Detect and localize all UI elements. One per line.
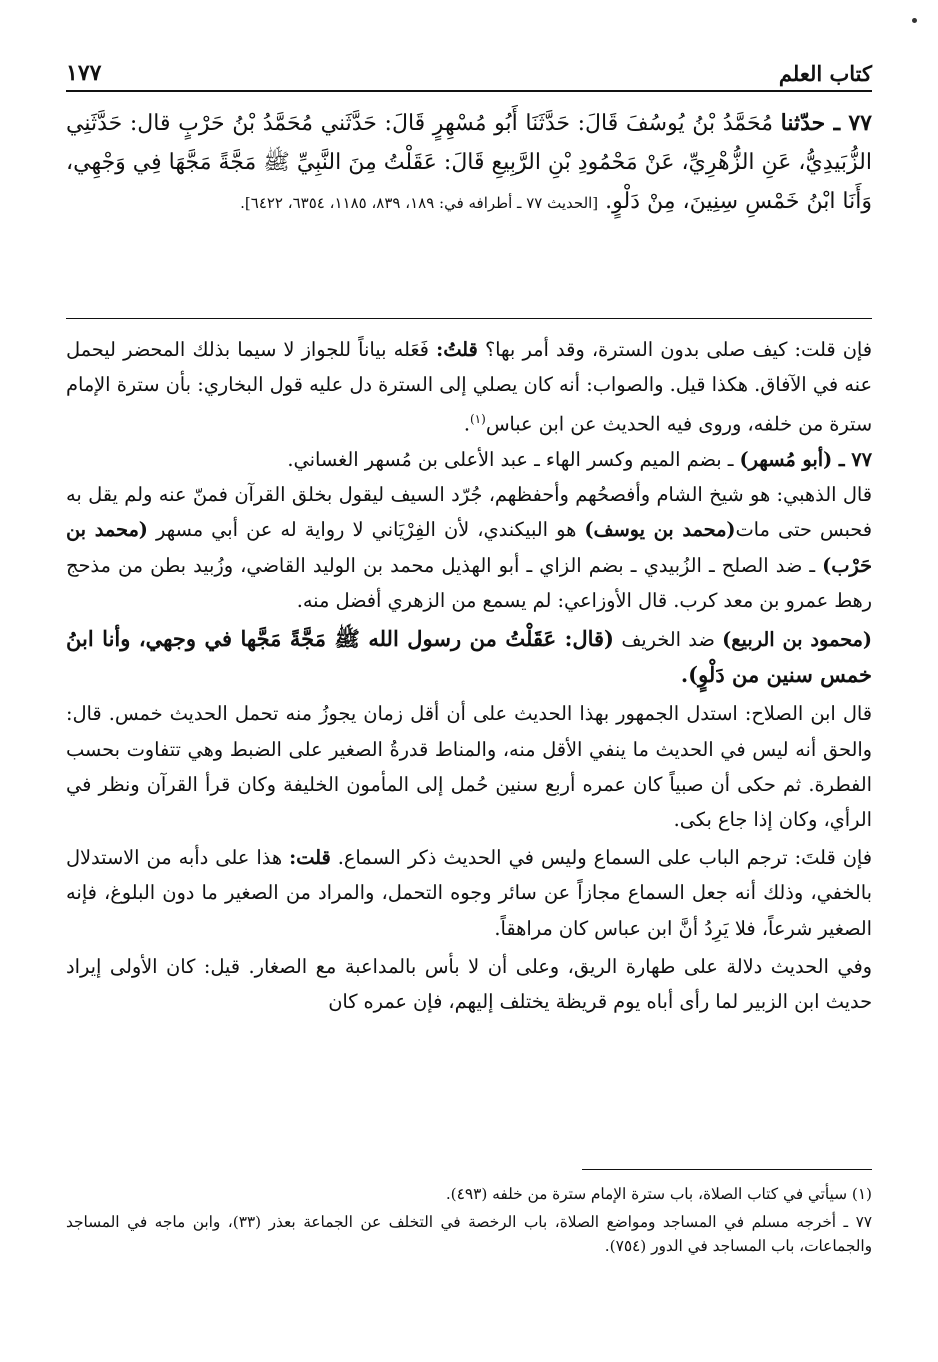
chapter-title: كتاب العلم	[778, 61, 872, 86]
commentary-paragraph-6	[66, 840, 872, 946]
bold-term: (محمود بن الربيع)	[722, 628, 873, 652]
bold-term: قلتُ:	[436, 338, 478, 361]
bold-term: (محمد بن حَرْب)	[66, 518, 872, 577]
commentary-paragraph-4	[66, 621, 872, 693]
commentary-paragraph-3	[66, 477, 872, 618]
text: فإن قلت: كيف صلى بدون السترة، وقد أمر بها؟	[484, 338, 873, 361]
footnotes	[66, 1182, 872, 1258]
commentary-paragraph-1	[66, 332, 872, 442]
footnote-marker: (١)	[469, 412, 486, 427]
hadith-references: [الحديث ٧٧ ـ أطرافه في: ١٨٩، ٨٣٩، ١١٨٥، ٦٣٥٤، ٦٤٢٢].	[240, 194, 599, 212]
scan-dot	[912, 18, 917, 23]
text: ـ ضد الصلح ـ الزُبيدي ـ بضم الزاي ـ أبو الهذيل محمد بن الوليد القاضي، وزُبيد بطن من مذحج رهط عمرو بن معد كرب. قال الأوزاعي: لم يسمع من الزهري أفضل منه.	[66, 553, 872, 612]
section-divider	[66, 318, 872, 319]
bold-quote: (قال: عَقَلْتُ من رسول الله ﷺ مَجَّةً مَجَّها في وجهي، وأنا ابنُ خمس سنين من دَلْوٍ).	[66, 626, 872, 688]
text: فَعَله بياناً للجواز لا سيما بذلك المحضر ليحمل عنه في الآفاق. هكذا قيل. والصواب: أنه كان يصلي إلى السترة دل عليه قول البخاري: بأن سترة الإمام سترة من خلفه، وروى فيه الحديث عن ابن عباس	[66, 338, 872, 436]
commentary-paragraph-5: قال ابن الصلاح: استدل الجمهور بهذا الحديث على أن أقل زمان يجوزُ منه تحمل الحديث خمس. قال: والحق أنه ليس في الحديث ما ينفي الأقل منه، والمناط قدرةُ الصغير على الضبط وهي تتفاوت بحسب الفطرة. ثم حكى أن صبياً كان عمره أربع سنين حُمل إلى المأمون الخليفة وكان قرأ القرآن ونظر في الرأي، وكان إذا جاع بكى.	[66, 702, 872, 832]
text: قال الذهبي: هو شيخ الشام وأفصحُهم وأحفظهم، جُرّد السيف ليقول بخلق القرآن فمنّ عنه ولم يقل به فحبس حتى مات	[66, 483, 872, 542]
text: .	[463, 412, 470, 436]
commentary-paragraph-7: وفي الحديث دلالة على طهارة الريق، وعلى أن لا بأس بالمداعبة مع الصغار. قيل: كان الأولى إيراد حديث ابن الزبير لما رأى أباه يوم قريظة يختلف إليهم، فإن عمره كان	[66, 954, 872, 1014]
bold-term: (محمد بن يوسف)	[584, 518, 736, 542]
bold-term: قلت:	[289, 846, 331, 870]
hadith-number: ٧٧ ـ حدّثنا	[780, 110, 872, 136]
hadith-matn: مُحَمَّدُ بْنُ يُوسُفَ قَالَ: حَدَّثَنَا أَبُو مُسْهِرٍ قَالَ: حَدَّثَني مُحَمَّدُ بْنُ حَرْبٍ قال: حَدَّثَنِي الزُّبَيدِيُّ، عَنِ الزُّهْرِيِّ، عَنْ مَحْمُودِ بْنِ الرَّبِيعِ قَالَ: عَقَلْتُ مِنَ النَّبِيِّ ﷺ مَجَّةً مَجَّهَا فِي وَجْهِي، وَأَنَا ابْنُ خَمْسِ سِنِينَ، مِنْ دَلْوٍ.	[66, 111, 872, 214]
text: ـ بضم الميم وكسر الهاء ـ عبد الأعلى بن مُسهر الغساني.	[287, 448, 734, 472]
text: هو البيكندي، لأن الفِرْيَاني لا رواية له عن أبي مسهر	[156, 518, 577, 542]
commentary-paragraph-2	[66, 442, 872, 477]
page-header	[66, 50, 872, 92]
footnote-divider	[582, 1169, 872, 1170]
text: هذا على دأبه من الاستدلال بالخفي، وذلك أنه جعل السماع مجازاً عن سائر وجوه التحمل، والمراد من الصغير ما دون البلوغ، فإنه الصغير شرعاً، فلا يَرِدُ أنَّ ابن عباس كان مراهقاً.	[66, 846, 872, 940]
hadith-text	[66, 104, 872, 223]
commentary	[66, 332, 872, 1019]
footnote-1: (١) سيأتي في كتاب الصلاة، باب سترة الإمام سترة من خلفه (٤٩٣).	[445, 1185, 872, 1203]
bold-term: ٧٧ ـ (أبو مُسهر)	[739, 448, 872, 472]
text: ضد الخريف	[621, 628, 715, 652]
text: فإن قلتَ: ترجم الباب على السماع وليس في الحديث ذكر السماع.	[337, 846, 872, 870]
page-number: ١٧٧	[66, 60, 102, 86]
footnote-2: ٧٧ ـ أخرجه مسلم في المساجد ومواضع الصلاة، باب الرخصة في التخلف عن الجماعة بعذر (٣٣)، وابن ماجه في المساجد والجماعات، باب المساجد في الدور (٧٥٤).	[66, 1213, 873, 1255]
